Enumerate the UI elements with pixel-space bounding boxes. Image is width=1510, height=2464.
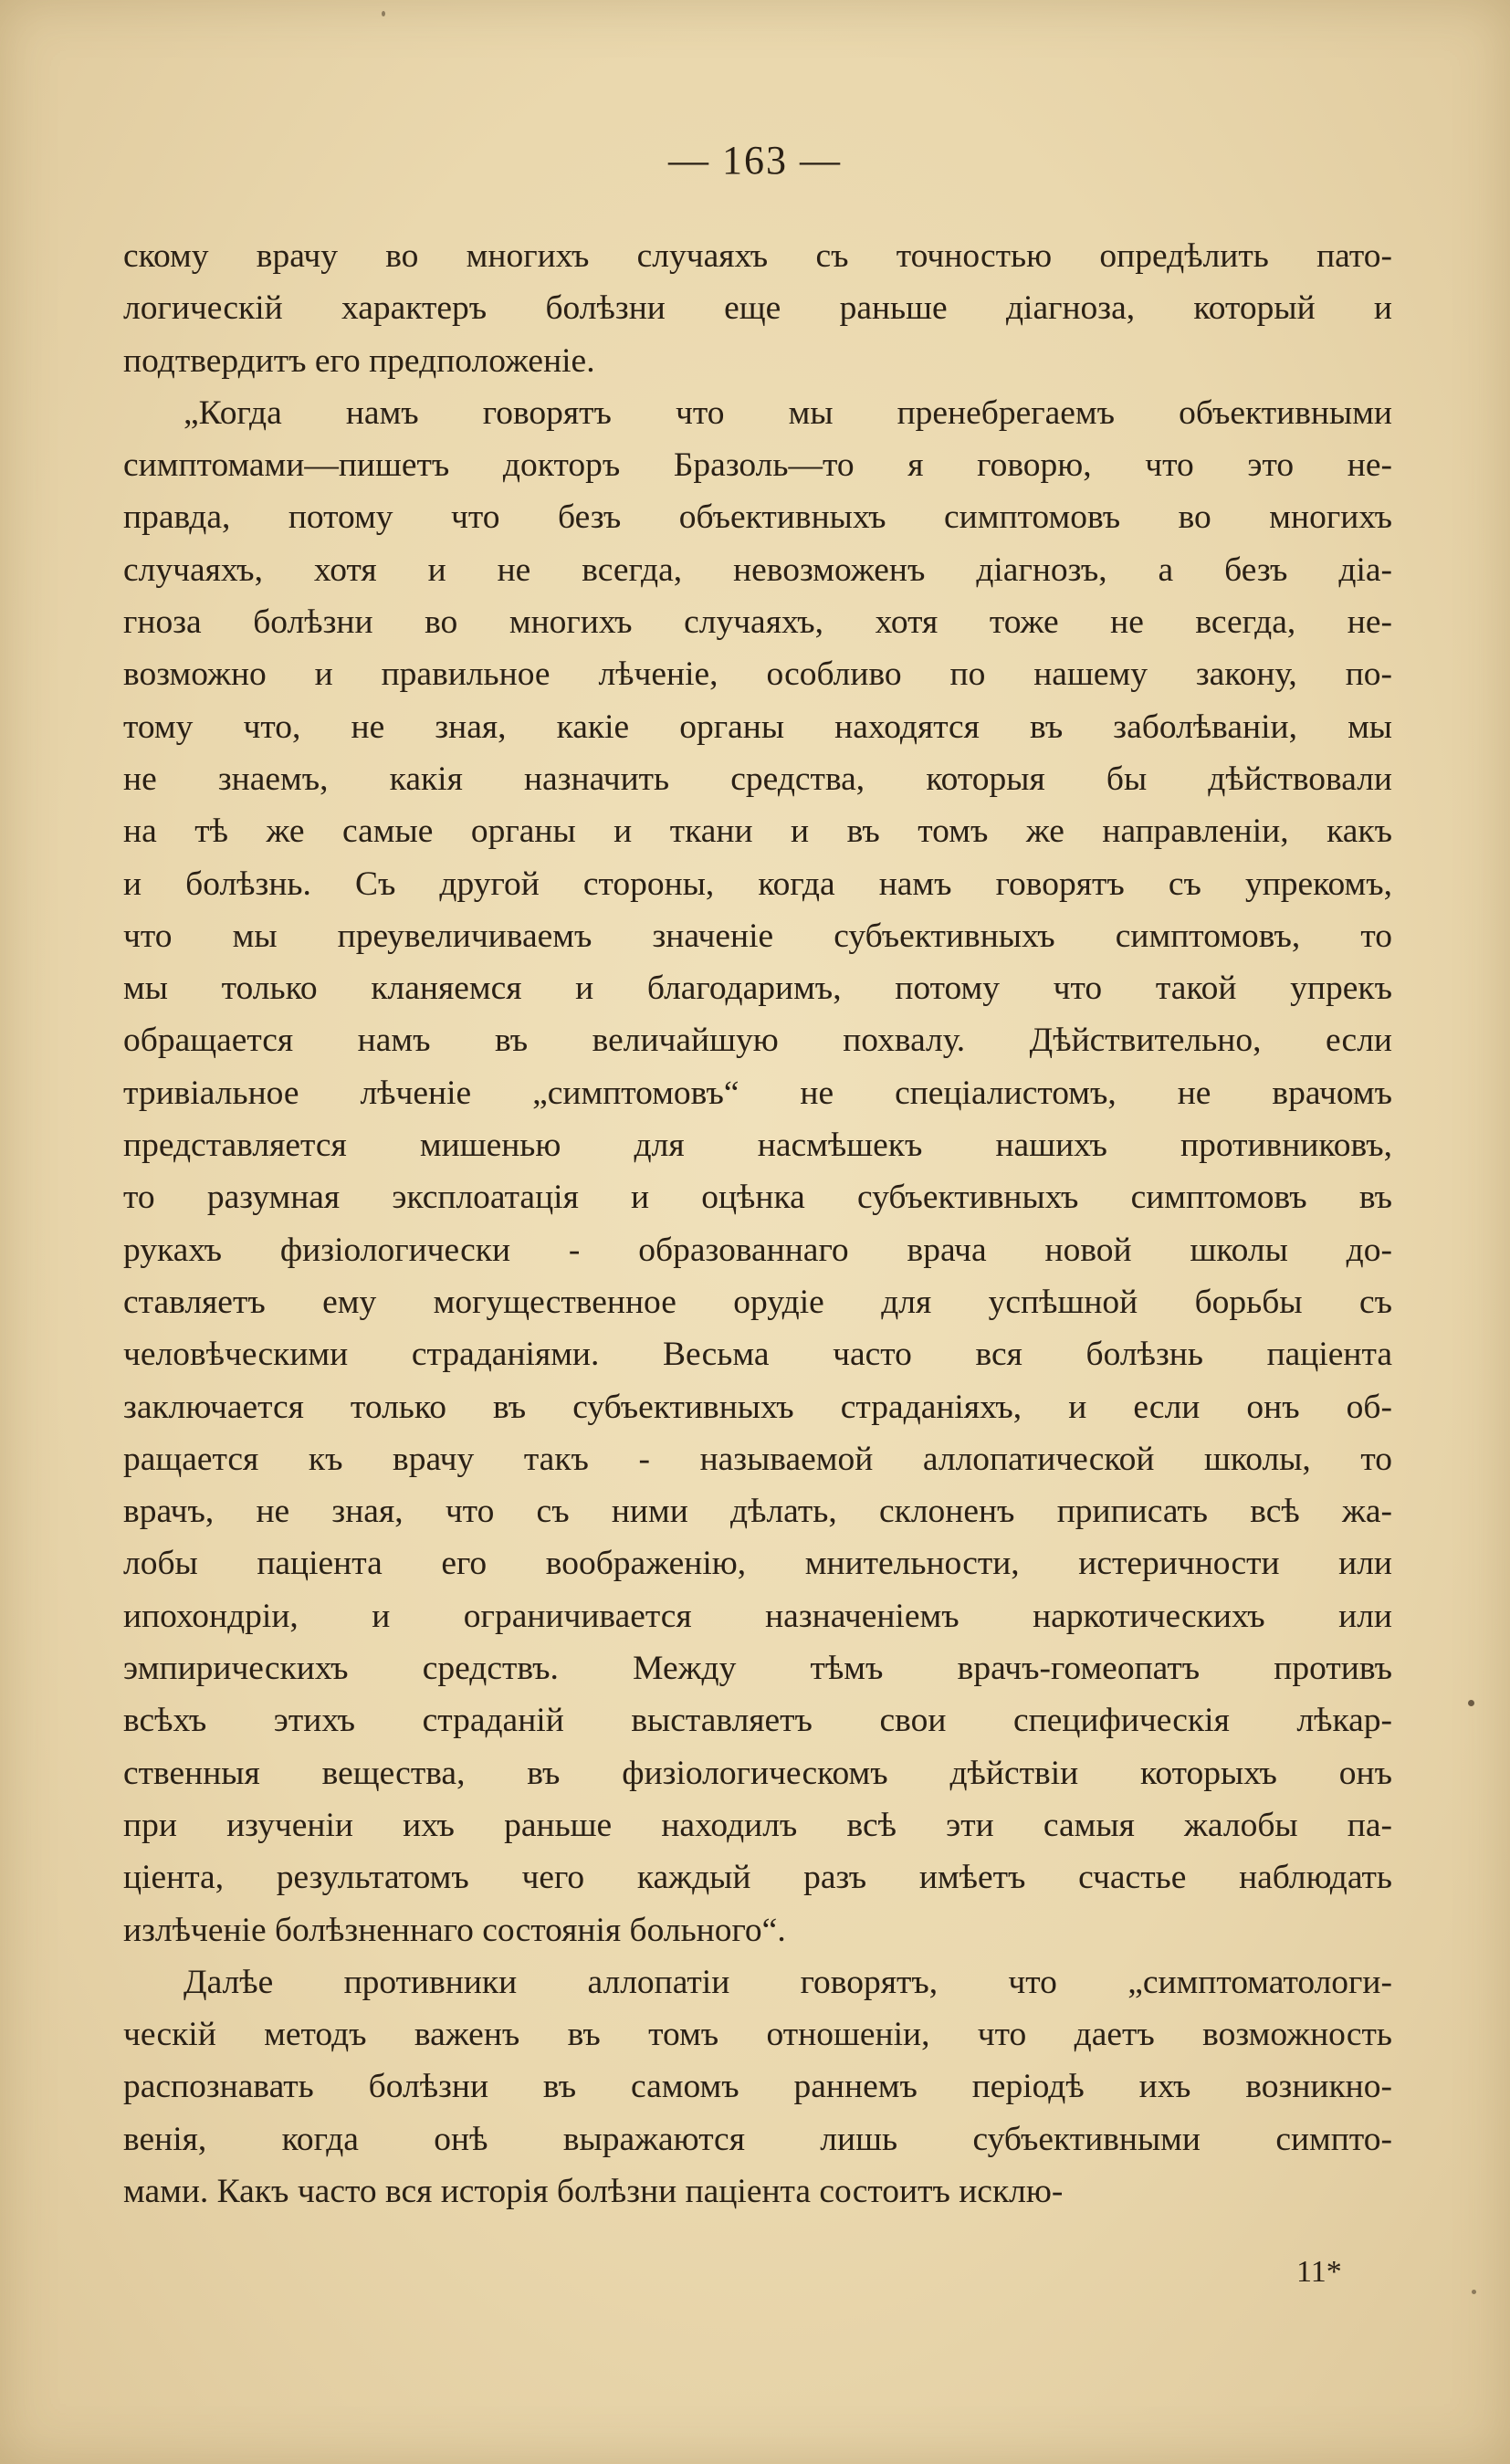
text-line: и болѣзнь. Съ другой стороны, когда намъ говорятъ съ упрекомъ, bbox=[123, 865, 1392, 903]
text-line: врачъ, не зная, что съ ними дѣлать, склоненъ приписать всѣ жа- bbox=[123, 1493, 1392, 1531]
text-line: венія, когда онѣ выражаются лишь субъективными симпто- bbox=[123, 2120, 1392, 2158]
text-line: возможно и правильное лѣченіе, особливо по нашему закону, по- bbox=[123, 655, 1392, 694]
text-line: эмпирическихъ средствъ. Между тѣмъ врачъ-гомеопатъ противъ bbox=[123, 1650, 1392, 1688]
text-line: Далѣе противники аллопатіи говорятъ, что „симптоматологи- bbox=[184, 1963, 1392, 2001]
text-line: ственныя вещества, въ физіологическомъ дѣйствіи которыхъ онъ bbox=[123, 1754, 1392, 1792]
text-line: ращается къ врачу такъ - называемой аллопатической школы, то bbox=[123, 1440, 1392, 1478]
text-line: что мы преувеличиваемъ значеніе субъективныхъ симптомовъ, то bbox=[123, 917, 1392, 955]
text-line: тривіальное лѣченіе „симптомовъ“ не спеціалистомъ, не врачомъ bbox=[123, 1074, 1392, 1112]
text-line: рукахъ физіологически - образованнаго врача новой школы до- bbox=[123, 1231, 1392, 1269]
text-line: излѣченіе болѣзненнаго состоянія больного“. bbox=[123, 1911, 786, 1949]
text-line: ціента, результатомъ чего каждый разъ имѣетъ счастье наблюдать bbox=[123, 1859, 1392, 1897]
text-line: правда, потому что безъ объективныхъ симптомовъ во многихъ bbox=[123, 498, 1392, 537]
text-line: тому что, не зная, какіе органы находятся въ заболѣваніи, мы bbox=[123, 708, 1392, 746]
text-line: подтвердитъ его предположеніе. bbox=[123, 341, 595, 380]
text-line: всѣхъ этихъ страданій выставляетъ свои специфическія лѣкар- bbox=[123, 1702, 1392, 1740]
text-line: распознавать болѣзни въ самомъ раннемъ періодѣ ихъ возникно- bbox=[123, 2068, 1392, 2106]
text-line: лобы паціента его воображенію, мнительности, истеричности или bbox=[123, 1545, 1392, 1583]
text-line: ипохондріи, и ограничивается назначеніемъ наркотическихъ или bbox=[123, 1597, 1392, 1635]
text-line: мы только кланяемся и благодаримъ, потому что такой упрекъ bbox=[123, 970, 1392, 1008]
text-line: „Когда намъ говорятъ что мы пренебрегаемъ объективными bbox=[184, 393, 1392, 432]
text-line: мами. Какъ часто вся исторія болѣзни паціента состоитъ исклю- bbox=[123, 2172, 1064, 2210]
text-line: представляется мишенью для насмѣшекъ нашихъ противниковъ, bbox=[123, 1127, 1392, 1165]
text-line: гноза болѣзни во многихъ случаяхъ, хотя тоже не всегда, не- bbox=[123, 603, 1392, 642]
text-line: на тѣ же самые органы и ткани и въ томъ же направленіи, какъ bbox=[123, 813, 1392, 851]
text-line: обращается намъ въ величайшую похвалу. Дѣйствительно, если bbox=[123, 1022, 1392, 1060]
body-text bbox=[123, 230, 1392, 2218]
text-line: логическій характеръ болѣзни еще раньше діагноза, который и bbox=[123, 289, 1392, 328]
text-line: ческій методъ важенъ въ томъ отношеніи, что даетъ возможность bbox=[123, 2016, 1392, 2054]
text-line: случаяхъ, хотя и не всегда, невозможенъ діагнозъ, а безъ діа- bbox=[123, 550, 1392, 589]
text-line: скому врачу во многихъ случаяхъ съ точностью опредѣлить пато- bbox=[123, 237, 1392, 275]
text-line: человѣческими страданіями. Весьма часто вся болѣзнь паціента bbox=[123, 1336, 1392, 1374]
text-line: ставляетъ ему могущественное орудіе для успѣшной борьбы съ bbox=[123, 1283, 1392, 1321]
ink-speck bbox=[382, 11, 385, 16]
text-line: не знаемъ, какія назначить средства, которыя бы дѣйствовали bbox=[123, 760, 1392, 798]
paragraph bbox=[123, 230, 1392, 387]
text-line: заключается только въ субъективныхъ страданіяхъ, и если онъ об- bbox=[123, 1388, 1392, 1426]
printer-signature-mark: 11* bbox=[1296, 2255, 1342, 2289]
ink-speck bbox=[1468, 1700, 1474, 1706]
ink-speck bbox=[1472, 2290, 1476, 2294]
paragraph bbox=[123, 387, 1392, 1956]
text-line: при изученіи ихъ раньше находилъ всѣ эти самыя жалобы па- bbox=[123, 1806, 1392, 1844]
text-line: симптомами—пишетъ докторъ Бразоль—то я говорю, что это не- bbox=[123, 446, 1392, 485]
text-line: то разумная эксплоатація и оцѣнка субъективныхъ симптомовъ въ bbox=[123, 1179, 1392, 1217]
page-number: — 163 — bbox=[668, 138, 842, 183]
paragraph bbox=[123, 1956, 1392, 2218]
